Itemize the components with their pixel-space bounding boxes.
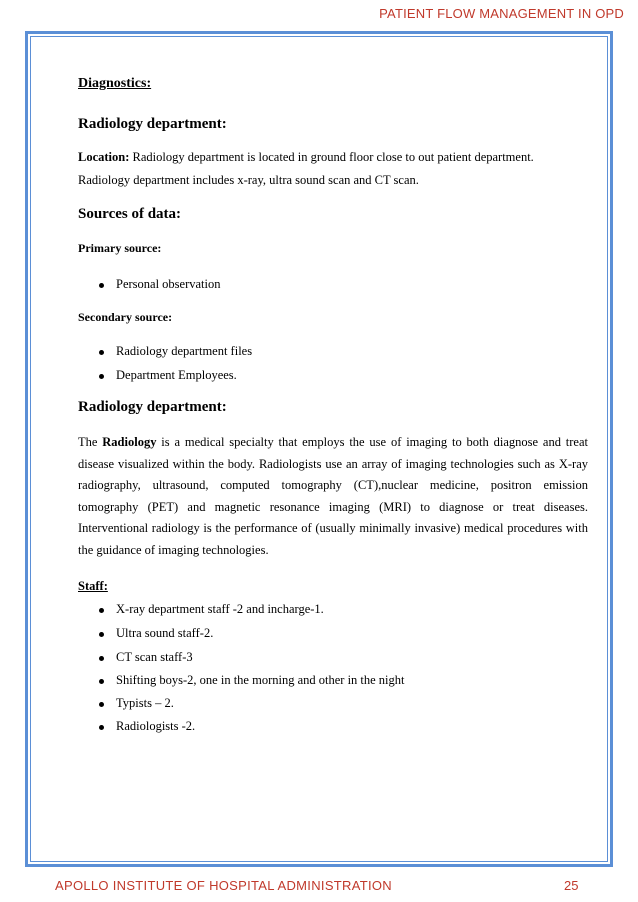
radiology-paragraph [78, 432, 588, 561]
staff-heading: Staff: [78, 579, 108, 593]
location-line [78, 150, 534, 165]
list-item: Radiology department files [78, 344, 252, 359]
running-header: PATIENT FLOW MANAGEMENT IN OPD [379, 6, 624, 21]
paragraph-lead: The [78, 435, 103, 449]
list-item: CT scan staff-3 [78, 650, 193, 665]
page-number: 25 [564, 878, 579, 893]
list-item: Personal observation [78, 277, 221, 292]
footer-institute: APOLLO INSTITUTE OF HOSPITAL ADMINISTRATION [55, 878, 392, 893]
diagnostics-heading: Diagnostics: [78, 76, 152, 91]
sources-heading: Sources of data: [78, 206, 182, 222]
radiology-heading-2: Radiology department: [78, 399, 227, 415]
primary-source-label: Primary source: [78, 241, 162, 255]
list-item: Typists – 2. [78, 696, 174, 711]
list-item: Department Employees. [78, 368, 237, 383]
location-label: Location: [78, 150, 130, 164]
radiology-term: Radiology [102, 435, 157, 449]
secondary-source-label: Secondary source: [78, 310, 173, 324]
radiology-heading-1: Radiology department: [78, 116, 227, 132]
location-text: Radiology department is located in ground floor close to out patient department. [129, 150, 534, 164]
paragraph-body: is a medical specialty that employs the use of imaging to both diagnose and treat disease visualized within the body. Radiologists use an array of imaging technologies such as X-ray radiography, ultrasound, computed tomography (CT),nuclear medicine, positron emission tomography (PET) and magnetic resonance imaging (MRI) to diagnose or treat diseases. Interventional radiology is the performance of (usually minimally invasive) medical procedures with the guidance of imaging technologies. [78, 435, 588, 557]
list-item: X-ray department staff -2 and incharge-1. [78, 602, 324, 617]
radiology-includes-line: Radiology department includes x-ray, ultra sound scan and CT scan. [78, 173, 419, 187]
list-item: Shifting boys-2, one in the morning and other in the night [78, 673, 405, 688]
list-item: Ultra sound staff-2. [78, 626, 213, 641]
list-item: Radiologists -2. [78, 719, 195, 734]
